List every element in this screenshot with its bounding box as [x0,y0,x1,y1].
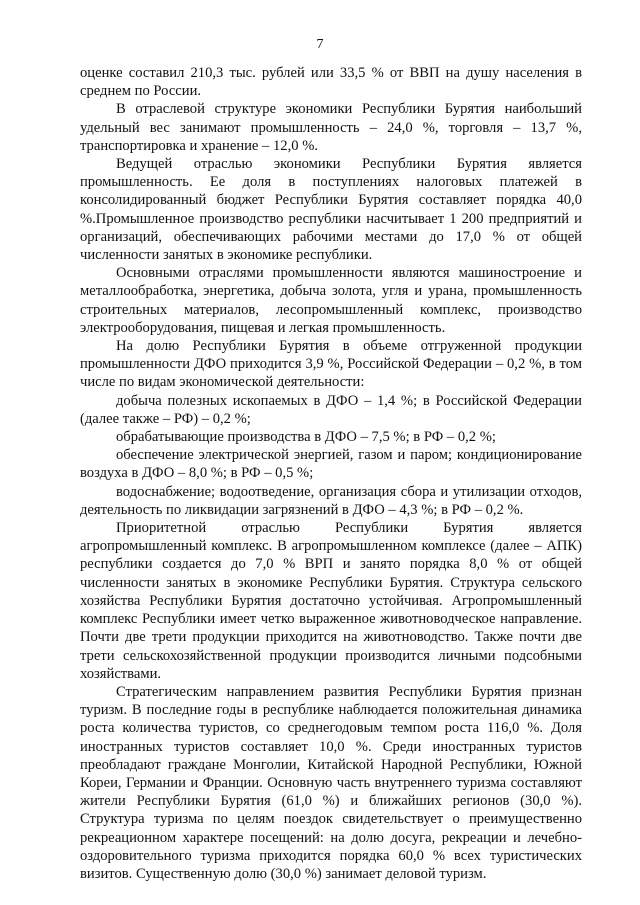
paragraph-leading-industry: Ведущей отраслью экономики Республики Бурятия является промышленность. Ее доля в поступлениях налоговых платежей в консолидированный бюджет Республики Бурятия составляет порядка 40,0 %.Промышленное производство республики насчитывает 1 200 предприятий и организаций, обеспечивающих рабочими местами до 17,0 % от общей численности занятых в экономике республики. [80,156,582,264]
list-item-water-supply: водоснабжение; водоотведение, организация сбора и утилизации отходов, деятельность по ликвидации загрязнений в ДФО – 4,3 %; в РФ – 0,2 %. [80,483,582,518]
paragraph-continuation: оценке составил 210,3 тыс. рублей или 33,5 % от ВВП на душу населения в среднем по России. [80,65,582,100]
paragraph-tourism: Стратегическим направлением развития Республики Бурятия признан туризм. В последние годы в республике наблюдается положительная динамика роста количества туристов, со среднегодовым темпом роста 116,0 %. Доля иностранных туристов составляет 10,0 %. Среди иностранных туристов преобладают граждане Монголии, Китайской Народной Республики, Южной Кореи, Германии и Франции. Основную часть внутреннего туризма составляют жители Республики Бурятия (61,0 %) и ближайших регионов (30,0 %). Структура туризма по целям поездок свидетельствует о преимущественно рекреационном характере посещений: на долю досуга, рекреации и лечебно-оздоровительного туризма приходится порядка 60,0 % всех туристических визитов. Существенную долю (30,0 %) занимает деловой туризм. [80,683,582,882]
paragraph-main-industries: Основными отраслями промышленности являются машиностроение и металлообработка, энергетика, добыча золота, угля и урана, промышленность строительных материалов, лесопромышленный комплекс, производство электрооборудования, пищевая и легкая промышленность. [80,265,582,336]
paragraph-sector-structure: В отраслевой структуре экономики Республики Бурятия наибольший удельный вес занимают промышленность – 24,0 %, торговля – 13,7 %, транспортировка и хранение – 12,0 %. [80,101,582,154]
list-item-mining: добыча полезных ископаемых в ДФО – 1,4 %; в Российской Федерации (далее также – РФ) – 0,2 %; [80,392,582,427]
page-number: 7 [316,37,324,52]
list-item-energy: обеспечение электрической энергией, газом и паром; кондиционирование воздуха в ДФО – 8,0 %; в РФ – 0,5 %; [80,447,582,482]
paragraph-share-dfo: На долю Республики Бурятия в объеме отгруженной продукции промышленности ДФО приходится 3,9 %, Российской Федерации – 0,2 %, в том числе по видам экономической деятельности: [80,338,582,391]
body-text [80,64,582,883]
list-item-manufacturing: обрабатывающие производства в ДФО – 7,5 %; в РФ – 0,2 %; [116,429,496,446]
paragraph-agriculture: Приоритетной отраслью Республики Бурятия является агропромышленный комплекс. В агропромышленном комплексе (далее – АПК) республики создается до 7,0 % ВРП и занято порядка 8,0 % от общей численности занятых в экономике Республики Бурятия. Структура сельского хозяйства Республики Бурятия достаточно устойчивая. Агропромышленный комплекс Республики имеет четко выраженное животноводческое направление. Почти две трети продукции приходится на животноводство. Также почти две трети сельскохозяйственной продукции производится личными подсобными хозяйствами. [80,520,582,682]
